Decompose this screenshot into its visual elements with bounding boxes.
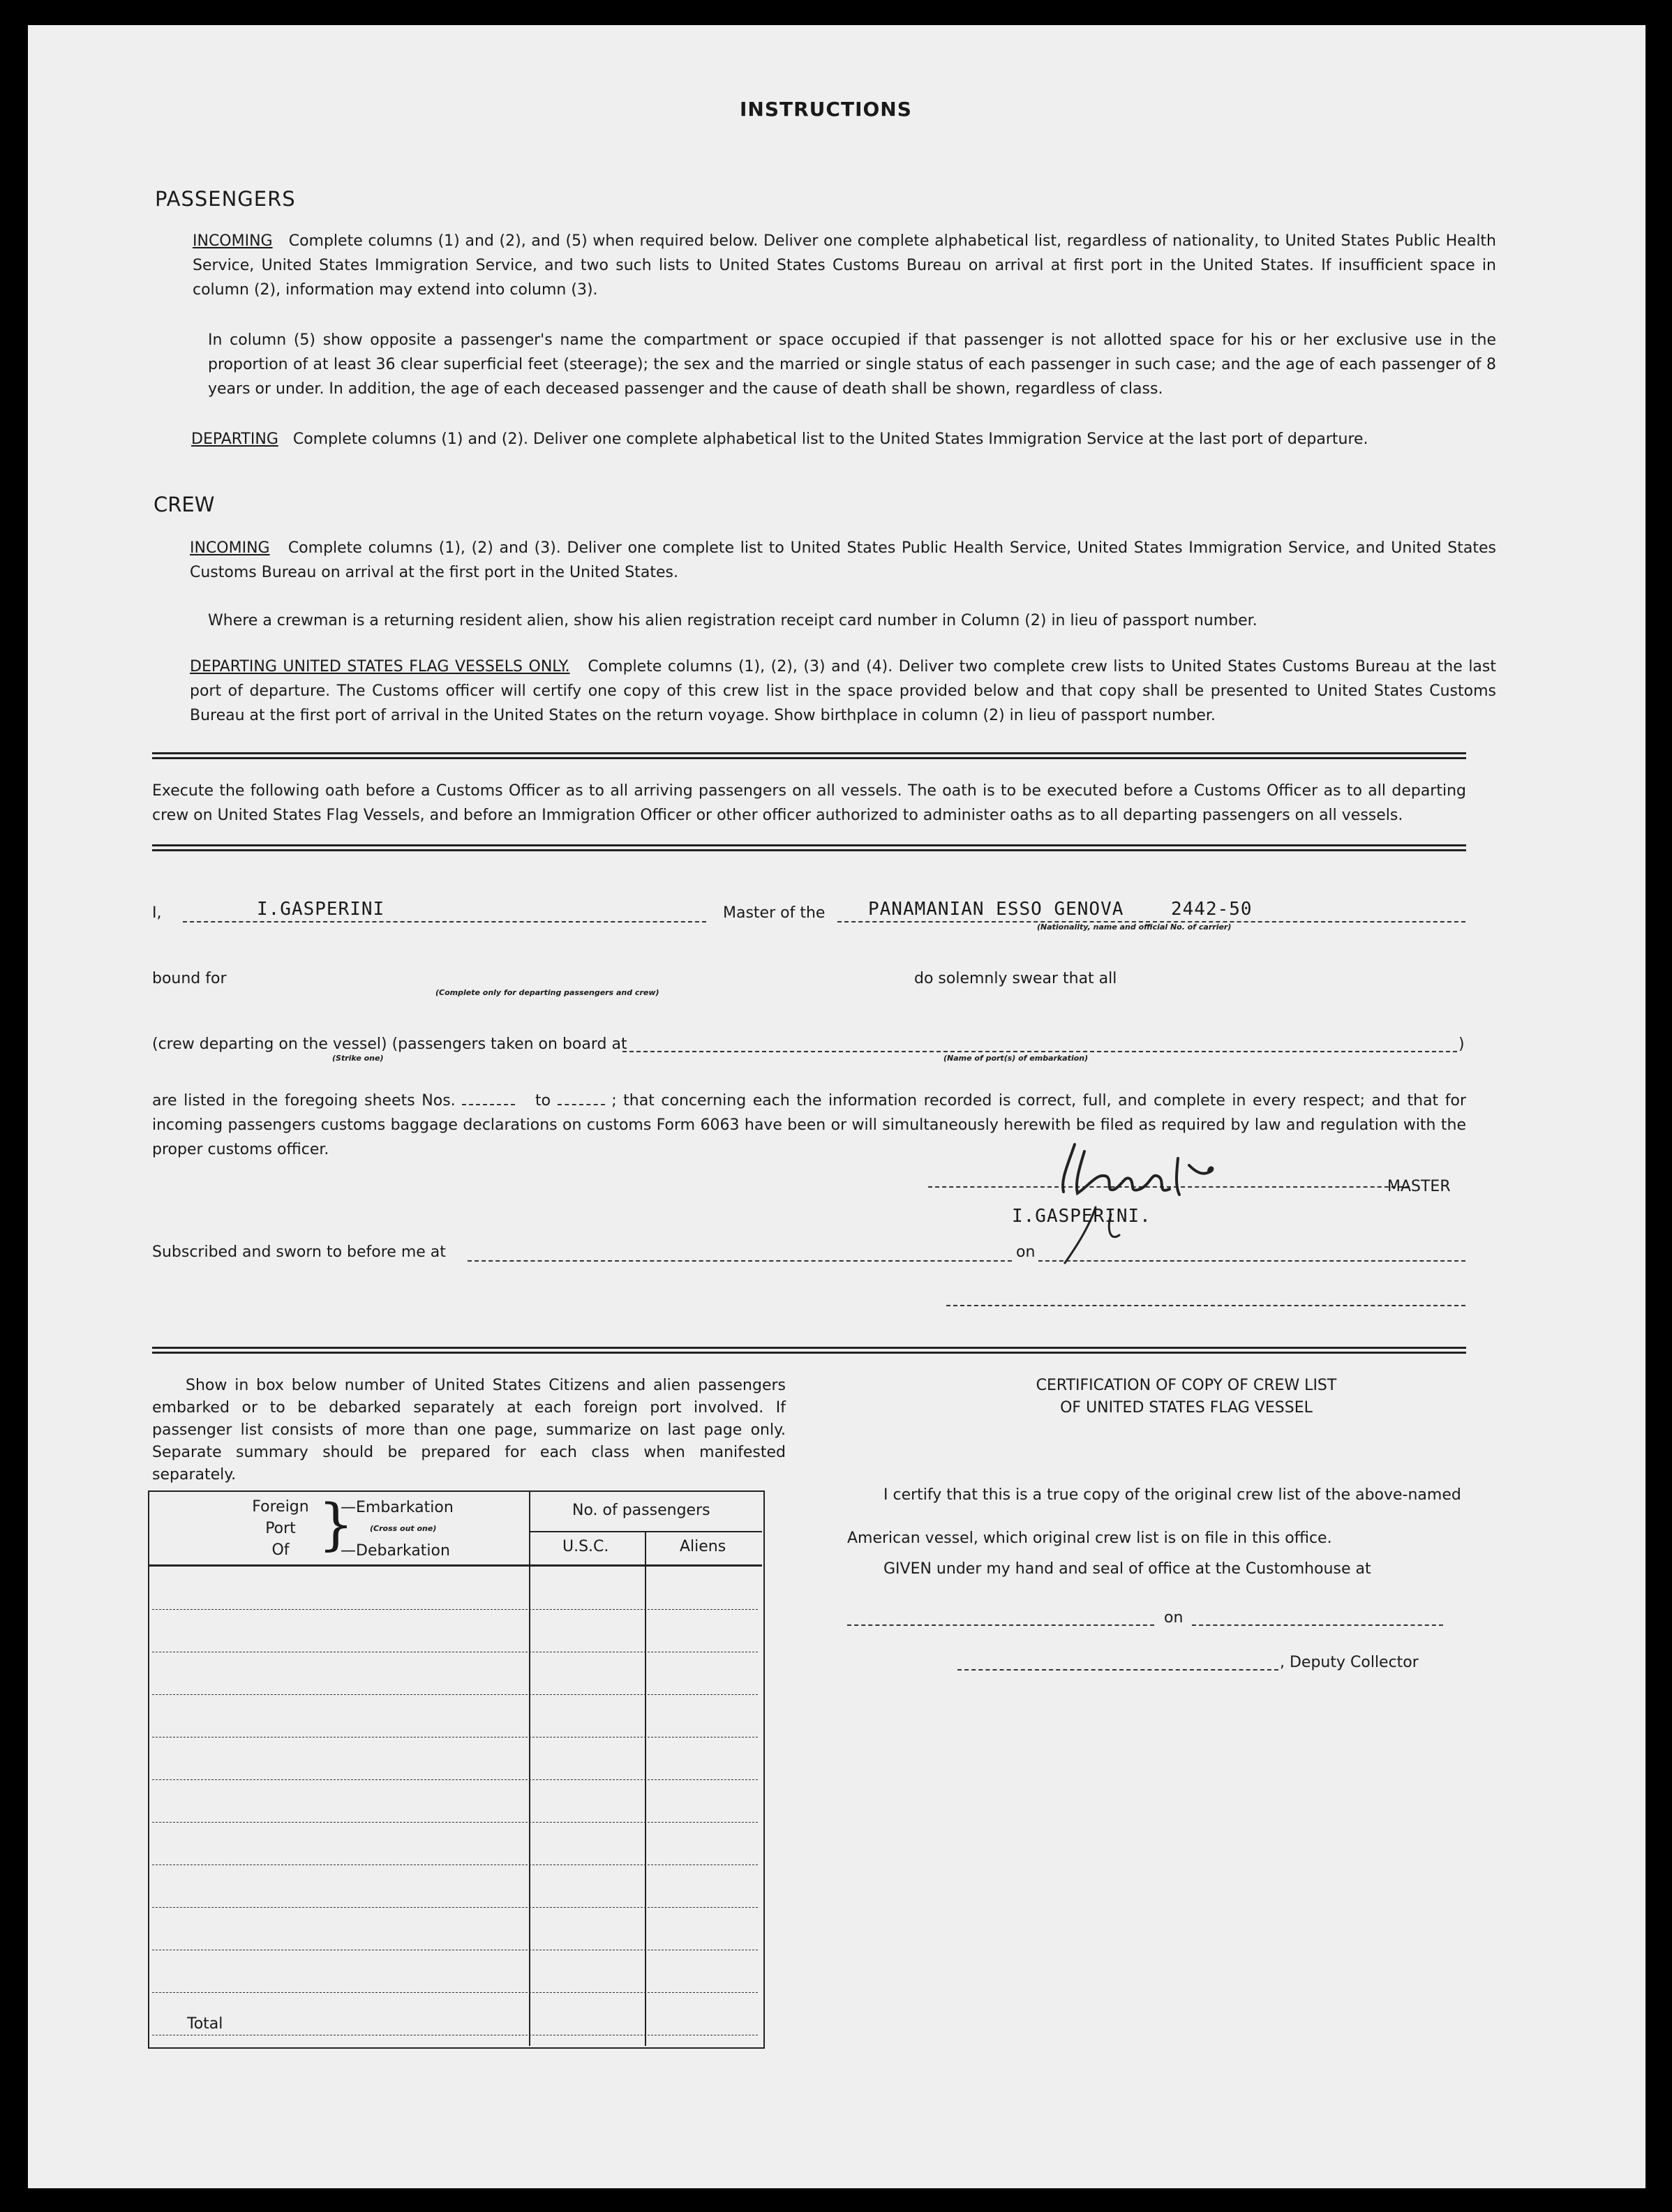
brace-icon: } <box>318 1492 354 1557</box>
table-row[interactable] <box>152 1822 758 1823</box>
section-divider <box>152 1347 1466 1354</box>
no-passengers-header: No. of passengers <box>572 1502 710 1519</box>
crew-incoming-text: Complete columns (1), (2) and (3). Deliver one complete list to United States Public Health Service, United States Immigration Service, and United States Customs Bureau on arrival at the first port in the United States. <box>190 539 1496 581</box>
table-header-divider <box>149 1564 762 1567</box>
master-label: MASTER <box>1387 1178 1451 1195</box>
table-row[interactable] <box>152 1907 758 1908</box>
passengers-departing-paragraph <box>191 427 1496 451</box>
table-column-divider <box>645 1531 646 2046</box>
to-label: to <box>535 1092 551 1109</box>
passengers-departing-text: Complete columns (1) and (2). Deliver one complete alphabetical list to the United States Immigration Service at the last port of departure. <box>292 431 1368 448</box>
certification-line1: I certify that this is a true copy of the original crew list of the above-named <box>883 1486 1461 1504</box>
of-label: Of <box>271 1541 290 1559</box>
table-row[interactable] <box>152 1864 758 1865</box>
crew-resident-paragraph: Where a crewman is a returning resident alien, show his alien registration receipt card number in Column (2) in lieu of passport number. <box>208 612 1257 629</box>
table-header-divider <box>530 1531 762 1532</box>
passengers-incoming-text: Complete columns (1) and (2), and (5) when required below. Deliver one complete alphabetical list, regardless of nationality, to United States Public Health Service, United States Immigration Service, and two such lists to United States Customs Bureau on arrival at first port in the United States. If insufficient space in column (2), information may extend into column (3). <box>193 232 1496 299</box>
embarkation-label: —Embarkation <box>341 1499 454 1516</box>
aliens-header: Aliens <box>680 1538 726 1555</box>
crew-departing-paragraph <box>190 655 1496 728</box>
passenger-summary-table <box>148 1490 765 2049</box>
certification-on-label: on <box>1164 1609 1184 1627</box>
passengers-column5-paragraph: In column (5) show opposite a passenger's name the compartment or space occupied if that passenger is not allotted space for his or her exclusive use in the proportion of at least 36 clear superficial feet (steerage); the sex and the married or single status of each passenger in such case; and the age of each passenger of 8 years or under. In addition, the age of each deceased passenger and the cause of death shall be shown, regardless of class. <box>208 331 1496 398</box>
foreign-label: Foreign <box>252 1498 309 1516</box>
table-row[interactable] <box>152 1609 758 1610</box>
vessel-caption: (Nationality, name and official No. of carrier) <box>1037 922 1232 932</box>
deputy-signature-line[interactable] <box>957 1669 1278 1671</box>
passengers-incoming-paragraph <box>193 229 1496 302</box>
foreign-port-of-header <box>246 1496 315 1561</box>
listed-label: are listed in the foregoing sheets Nos. <box>152 1092 456 1109</box>
vessel-value: PANAMANIAN ESSO GENOVA <box>868 899 1124 920</box>
passengers-departing-label: DEPARTING <box>191 431 278 448</box>
certification-line2: American vessel, which original crew list is on file in this office. <box>847 1530 1332 1547</box>
crew-incoming-label: INCOMING <box>190 539 270 557</box>
subscribed-on-label: on <box>1016 1243 1036 1261</box>
debarkation-label: —Debarkation <box>341 1542 450 1560</box>
strike-caption: (Strike one) <box>332 1054 384 1063</box>
deputy-collector-label: , Deputy Collector <box>1280 1654 1419 1671</box>
customhouse-place-line[interactable] <box>847 1624 1154 1626</box>
cross-out-caption: (Cross out one) <box>370 1524 437 1533</box>
crew-heading: CREW <box>154 493 215 516</box>
ports-line[interactable] <box>622 1051 1457 1052</box>
officer-signature-line[interactable] <box>946 1305 1465 1306</box>
crew-departing-label: (crew departing on the vessel) (passengers taken on board at <box>152 1036 627 1053</box>
port-label: Port <box>265 1520 296 1537</box>
table-column-divider <box>529 1492 530 2046</box>
subscribed-place-line[interactable] <box>468 1260 1012 1262</box>
close-paren: ) <box>1458 1036 1465 1053</box>
section-divider <box>152 844 1466 851</box>
vessel-number-value: 2442-50 <box>1171 899 1253 920</box>
bound-caption: (Complete only for departing passengers and crew) <box>435 988 659 997</box>
bound-for-label: bound for <box>152 970 227 987</box>
handwritten-signature <box>1047 1130 1340 1270</box>
page-title: INSTRUCTIONS <box>740 98 912 121</box>
document-page <box>28 25 1645 2188</box>
summary-instructions: Show in box below number of United States Citizens and alien passengers embarked or to be debarked separately at each foreign port involved. If passenger list consists of more than one page, summarize on last page only. Separate summary should be prepared for each class when manifested separately. <box>152 1377 786 1484</box>
signature-typed-name: I.GASPERINI. <box>1012 1206 1151 1227</box>
certification-heading-line1: CERTIFICATION OF COPY OF CREW LIST <box>1036 1377 1337 1394</box>
crew-departing-text: Complete columns (1), (2), (3) and (4). Deliver two complete crew lists to United States Customs Bureau at the last port of departure. The Customs officer will certify one copy of this crew list in the space provided below and that copy shall be presented to United States Customs Bureau at the first port of arrival in the United States on the return voyage. Show birthplace in column (2) in lieu of passport number. <box>190 658 1497 724</box>
section-divider <box>152 752 1466 759</box>
subscribed-label: Subscribed and sworn to before me at <box>152 1243 446 1261</box>
passengers-incoming-label: INCOMING <box>193 232 273 250</box>
certification-date-line[interactable] <box>1192 1624 1443 1626</box>
table-row[interactable] <box>152 1737 758 1738</box>
ports-caption: (Name of port(s) of embarkation) <box>943 1054 1089 1063</box>
swear-label: do solemnly swear that all <box>914 970 1117 987</box>
oath-intro: Execute the following oath before a Customs Officer as to all arriving passengers on all vessels. The oath is to be executed before a Customs Officer as to all departing crew on United States Flag Vessels, and before an Immigration Officer or other officer authorized to administer oaths as to all departing passengers on all vessels. <box>152 782 1466 824</box>
crew-incoming-paragraph <box>190 536 1496 585</box>
master-of-label: Master of the <box>723 904 826 922</box>
passengers-heading: PASSENGERS <box>155 187 296 211</box>
sheet-to-field[interactable] <box>558 1090 605 1105</box>
table-row[interactable] <box>152 1779 758 1780</box>
listed-rest: ; that concerning each the information recorded is correct, full, and complete in every respect; and that for incoming passengers customs baggage declarations on customs Form 6063 have been or will simultaneously herewith be filed as required by law and regulation with the proper customs officer. <box>152 1092 1467 1158</box>
certification-heading <box>991 1375 1382 1419</box>
crew-departing-label: DEPARTING UNITED STATES FLAG VESSELS ONLY. <box>190 658 570 675</box>
certification-heading-line2: OF UNITED STATES FLAG VESSEL <box>1060 1399 1313 1417</box>
certification-line3: GIVEN under my hand and seal of office at the Customhouse at <box>883 1560 1371 1578</box>
sheet-from-field[interactable] <box>462 1090 515 1105</box>
master-name-line <box>183 921 706 922</box>
table-row[interactable] <box>152 1992 758 1993</box>
total-label: Total <box>187 2015 223 2033</box>
oath-i-label: I, <box>152 904 162 922</box>
table-row[interactable] <box>152 1694 758 1695</box>
master-name-value: I.GASPERINI <box>257 899 385 920</box>
usc-header: U.S.C. <box>562 1538 609 1555</box>
subscribed-date-line[interactable] <box>1038 1260 1465 1262</box>
